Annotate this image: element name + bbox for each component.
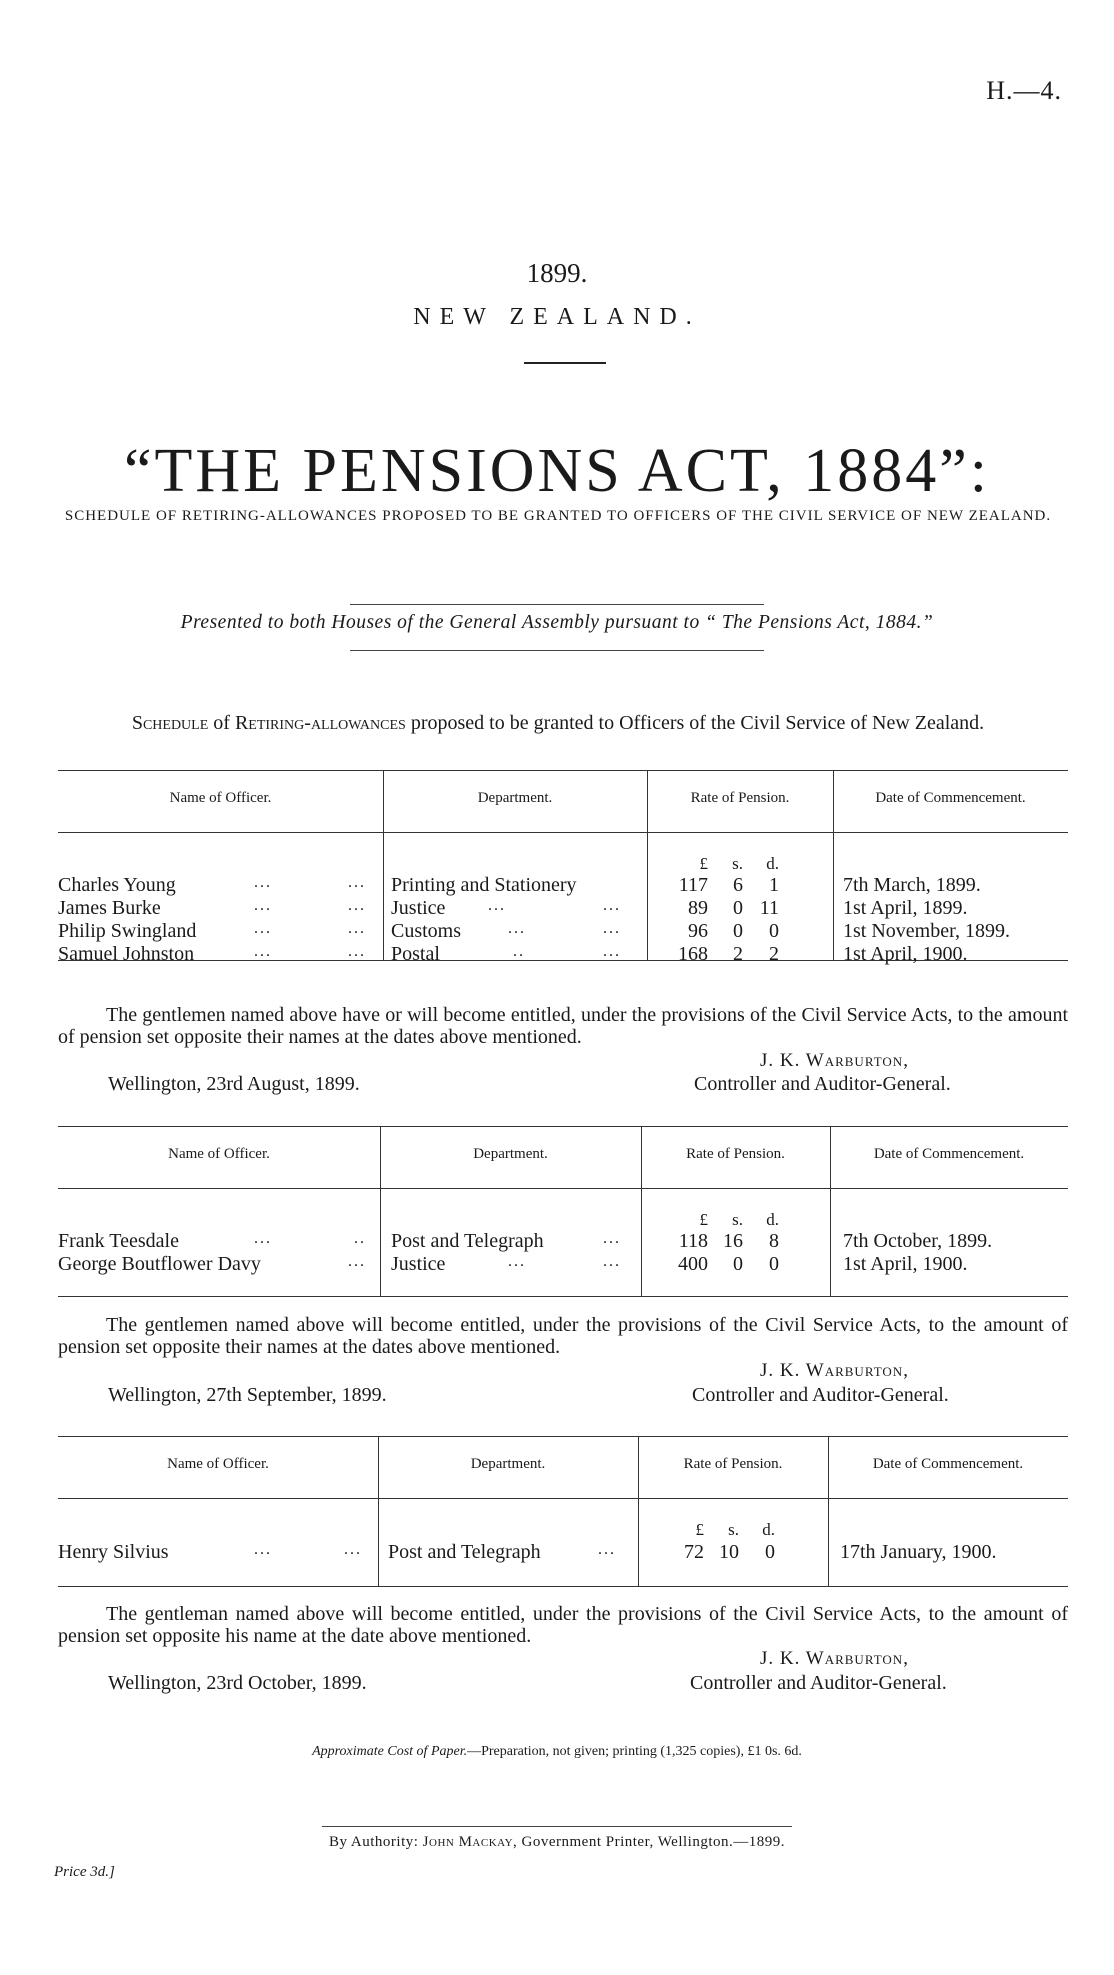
leader-dots: .. (513, 943, 525, 960)
leader-dots: ... (348, 943, 366, 960)
officer-name: Henry Silvius (58, 1541, 169, 1563)
title-divider (524, 362, 606, 364)
officer-name: George Boutflower Davy (58, 1253, 261, 1275)
printer-name: John Mackay, (422, 1834, 518, 1850)
officer-name: James Burke (58, 897, 161, 919)
officer-department: Justice (391, 1253, 446, 1275)
entitlement-statement: The gentlemen named above have or will become entitled, under the provisions of the Civil Service Acts, to the amount of pension set opposite their names at the dates above mentioned. (58, 1004, 1068, 1048)
signatory-title: Controller and Auditor-General. (692, 1384, 949, 1406)
pension-shillings: 0 (733, 920, 743, 942)
officer-department: Post and Telegraph (391, 1230, 544, 1252)
pension-shillings: 16 (723, 1230, 743, 1252)
commencement-date: 1st April, 1899. (843, 897, 968, 919)
header-name: Name of Officer. (168, 1146, 270, 1162)
leader-dots: ... (603, 1253, 621, 1270)
pension-pence: 0 (769, 920, 779, 942)
unit-pence: d. (766, 1210, 779, 1229)
leader-dots: ... (254, 1541, 272, 1558)
pension-pounds: 117 (678, 874, 708, 896)
pension-pence: 2 (769, 943, 779, 965)
commencement-date: 7th March, 1899. (843, 874, 981, 896)
presented-rule-top (350, 604, 764, 605)
intro-word-of: of (213, 712, 230, 734)
leader-dots: ... (254, 943, 272, 960)
officer-department: Post and Telegraph (388, 1541, 541, 1563)
pension-shillings: 2 (733, 943, 743, 965)
cost-text: —Preparation, not given; printing (1,325 copies), £1 0s. 6d. (467, 1744, 802, 1759)
document-subtitle: SCHEDULE OF RETIRING-ALLOWANCES PROPOSED TO BE GRANTED TO OFFICERS OF THE CIVIL SERVICE OF NEW ZEALAND. (64, 508, 1052, 524)
header-rate: Rate of Pension. (690, 790, 790, 806)
signatory-title: Controller and Auditor-General. (690, 1672, 947, 1694)
leader-dots: ... (254, 920, 272, 937)
table-rule-header (58, 832, 1068, 833)
signatory-name: J. K. Warburton, (760, 1050, 909, 1071)
leader-dots: ... (508, 1253, 526, 1270)
signatory-name: J. K. Warburton, (760, 1360, 909, 1381)
header-department: Department. (470, 1456, 546, 1472)
leader-dots: ... (348, 1253, 366, 1270)
officer-department: Justice (391, 897, 446, 919)
pension-pence: 11 (759, 897, 779, 919)
intro-lead-a: Schedule (131, 712, 209, 734)
commencement-date: 1st November, 1899. (843, 920, 1010, 942)
signatory-name: J. K. Warburton, (760, 1648, 909, 1669)
table-rule-header (58, 1188, 1068, 1189)
header-department: Department. (477, 790, 553, 806)
commencement-date: 17th January, 1900. (840, 1541, 997, 1563)
intro-rest: proposed to be granted to Officers of the Civil Service of New Zealand. (410, 712, 985, 734)
header-date: Date of Commencement. (872, 1456, 1024, 1472)
entitlement-statement: The gentlemen named above will become entitled, under the provisions of the Civil Service Acts, to the amount of pension set opposite their names at the dates above mentioned. (58, 1314, 1068, 1358)
header-rate: Rate of Pension. (686, 1146, 785, 1162)
printer-rest: Government Printer, Wellington.—1899. (521, 1834, 785, 1850)
leader-dots: ... (603, 1230, 621, 1247)
leader-dots: ... (344, 1541, 362, 1558)
officer-name: Philip Swingland (58, 920, 197, 942)
table-rule-top (58, 1436, 1068, 1437)
signature-place-date: Wellington, 23rd August, 1899. (108, 1073, 360, 1095)
document-title: “THE PENSIONS ACT, 1884”: (123, 437, 991, 505)
table-rule-bottom (58, 1296, 1068, 1297)
leader-dots: ... (254, 897, 272, 914)
header-department: Department. (473, 1146, 548, 1162)
pension-shillings: 0 (733, 1253, 743, 1275)
unit-shillings: s. (732, 854, 743, 873)
table-rule-bottom (58, 1586, 1068, 1587)
pension-pence: 1 (769, 874, 779, 896)
header-date: Date of Commencement. (873, 1146, 1025, 1162)
leader-dots: ... (254, 1230, 272, 1247)
signatory-title: Controller and Auditor-General. (694, 1073, 951, 1095)
leader-dots: ... (603, 920, 621, 937)
schedule-table-2 (58, 1126, 1068, 1306)
commencement-date: 1st April, 1900. (843, 943, 968, 965)
table-rule-header (58, 1498, 1068, 1499)
cost-label: Approximate Cost of Paper. (312, 1744, 468, 1759)
unit-shillings: s. (728, 1520, 739, 1539)
leader-dots: ... (488, 897, 506, 914)
presented-rule-bottom (350, 650, 764, 651)
header-name: Name of Officer. (169, 790, 272, 806)
table-rule-top (58, 1126, 1068, 1127)
pension-pence: 0 (769, 1253, 779, 1275)
commencement-date: 1st April, 1900. (843, 1253, 968, 1275)
price: Price 3d.] (54, 1864, 115, 1880)
pension-pounds: 400 (678, 1253, 708, 1275)
unit-pounds: £ (699, 854, 708, 873)
footer-rule (322, 1826, 792, 1827)
header-date: Date of Commencement. (875, 790, 1026, 806)
leader-dots: ... (348, 897, 366, 914)
document-year: 1899. (526, 258, 588, 288)
pension-shillings: 0 (733, 897, 743, 919)
pension-pence: 8 (769, 1230, 779, 1252)
header-name: Name of Officer. (167, 1456, 269, 1472)
presented-statement: Presented to both Houses of the General Assembly pursuant to “ The Pensions Act, 1884.” (180, 612, 934, 633)
pension-pence: 0 (765, 1541, 775, 1563)
pension-pounds: 89 (688, 897, 708, 919)
table-rule-top (58, 770, 1068, 771)
authority-label: By Authority: (328, 1834, 419, 1850)
leader-dots: .. (354, 1230, 366, 1247)
unit-pounds: £ (699, 1210, 708, 1229)
country-heading: NEW ZEALAND. (413, 304, 701, 330)
signature-place-date: Wellington, 23rd October, 1899. (108, 1672, 367, 1694)
schedule-intro (58, 712, 1058, 734)
leader-dots: ... (598, 1541, 616, 1558)
pension-pounds: 96 (688, 920, 708, 942)
pension-shillings: 6 (733, 874, 743, 896)
pension-pounds: 168 (678, 943, 708, 965)
unit-pounds: £ (695, 1520, 704, 1539)
unit-shillings: s. (732, 1210, 743, 1229)
leader-dots: ... (508, 920, 526, 937)
intro-lead-b: Retiring-allowances (234, 712, 406, 734)
leader-dots: ... (254, 874, 272, 891)
officer-name: Samuel Johnston (58, 943, 195, 965)
officer-department: Postal (391, 943, 440, 965)
printer-authority (0, 1834, 1114, 1851)
unit-pence: d. (766, 854, 779, 873)
officer-department: Customs (391, 920, 462, 942)
cost-of-paper (0, 1744, 1114, 1760)
leader-dots: ... (348, 874, 366, 891)
pension-pounds: 72 (684, 1541, 704, 1563)
officer-name: Frank Teesdale (58, 1230, 179, 1252)
header-rate: Rate of Pension. (683, 1456, 783, 1472)
unit-pence: d. (762, 1520, 775, 1539)
pension-pounds: 118 (678, 1230, 708, 1252)
commencement-date: 7th October, 1899. (843, 1230, 993, 1252)
pension-shillings: 10 (719, 1541, 739, 1563)
officer-name: Charles Young (58, 874, 176, 896)
schedule-table-3 (58, 1436, 1068, 1616)
document-reference: H.—4. (986, 76, 1062, 105)
leader-dots: ... (348, 920, 366, 937)
leader-dots: ... (603, 943, 621, 960)
signature-place-date: Wellington, 27th September, 1899. (108, 1384, 387, 1406)
entitlement-statement: The gentleman named above will become entitled, under the provisions of the Civil Service Acts, to the amount of pension set opposite his name at the date above mentioned. (58, 1603, 1068, 1647)
leader-dots: ... (603, 897, 621, 914)
officer-department: Printing and Stationery (391, 874, 577, 896)
